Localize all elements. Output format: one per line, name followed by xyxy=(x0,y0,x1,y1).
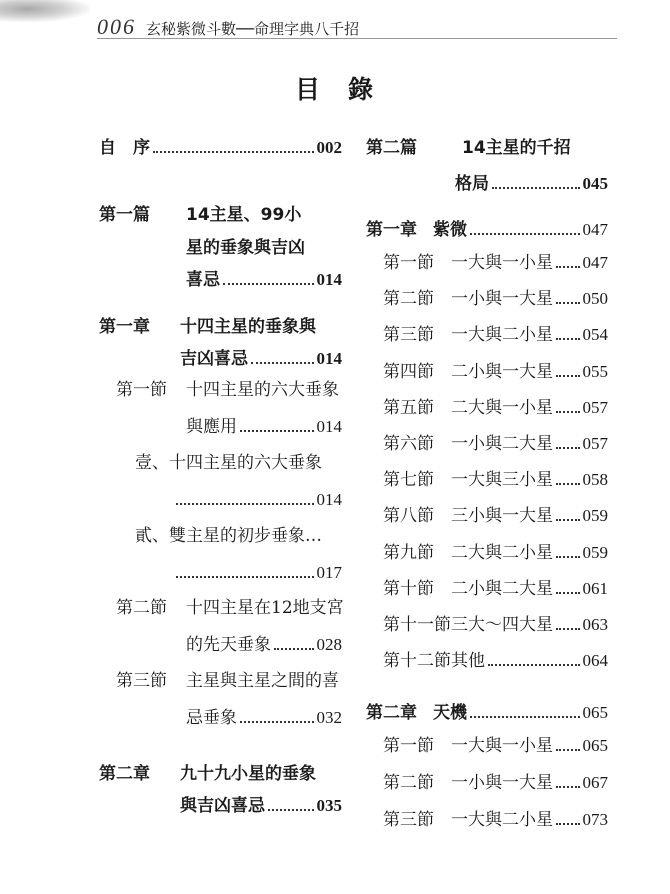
toc-section-label: 第一節 xyxy=(383,736,434,756)
toc-section-label: 第十一節 xyxy=(383,615,451,635)
toc-s1b-title[interactable]: 貳、雙主星的初步垂象… xyxy=(135,526,322,546)
leader-dots xyxy=(470,232,580,235)
toc-page: 047 xyxy=(582,220,608,239)
leader-dots xyxy=(556,785,580,788)
toc-r-ch2-name: 天機 xyxy=(433,703,467,723)
toc-page: 061 xyxy=(582,578,608,598)
toc-section-row[interactable] xyxy=(383,434,608,456)
page-number: 006 xyxy=(97,14,136,39)
leader-dots xyxy=(492,186,580,189)
title-char-2: 錄 xyxy=(348,75,376,104)
toc-page: 067 xyxy=(582,773,608,792)
toc-section-label: 第九節 xyxy=(383,542,434,563)
toc-section-label: 第七節 xyxy=(383,470,434,491)
toc-section-name: 一大與二小星 xyxy=(451,810,553,830)
toc-page: 059 xyxy=(582,506,608,526)
toc-section-label: 第四節 xyxy=(383,361,434,382)
leader-dots xyxy=(176,502,314,505)
toc-section-row[interactable] xyxy=(383,325,608,347)
leader-dots xyxy=(556,591,580,594)
leader-dots xyxy=(556,627,580,630)
toc-r-ch1-name: 紫微 xyxy=(433,220,467,240)
toc-part1-line1[interactable]: 14主星、99小 xyxy=(186,205,302,225)
leader-dots xyxy=(240,720,314,723)
toc-s1-label[interactable]: 第一節 xyxy=(116,380,167,400)
toc-section-name: 二大與二小星 xyxy=(451,542,553,563)
toc-section-name: 一大與一小星 xyxy=(451,736,553,756)
toc-section-label: 第二節 xyxy=(383,289,434,310)
toc-section-label: 第十節 xyxy=(383,578,434,599)
leader-dots xyxy=(176,575,314,578)
toc-r-ch2-label: 第二章 xyxy=(366,703,417,723)
toc-section-label: 第二節 xyxy=(383,773,434,793)
toc-ch2-line1[interactable]: 九十九小星的垂象 xyxy=(180,764,316,784)
toc-section-label: 第一節 xyxy=(383,253,434,273)
toc-page: 059 xyxy=(582,542,608,562)
toc-page: 045 xyxy=(582,174,608,193)
toc-s1a-title[interactable]: 壹、十四主星的六大垂象 xyxy=(135,453,322,473)
toc-page: 047 xyxy=(582,253,608,272)
corner-decoration xyxy=(0,0,90,22)
toc-page: 032 xyxy=(316,708,342,727)
toc-page: 057 xyxy=(582,397,608,417)
toc-s2-line1[interactable]: 十四主星在12地支宮 xyxy=(186,598,344,618)
toc-preface-label: 自 序 xyxy=(99,138,150,158)
leader-dots xyxy=(251,361,314,364)
toc-s3[interactable] xyxy=(186,708,342,730)
toc-section-row[interactable] xyxy=(383,615,608,637)
toc-section-label: 第三節 xyxy=(383,810,434,830)
toc-page: 063 xyxy=(582,615,608,634)
toc-page: 055 xyxy=(582,361,608,381)
leader-dots xyxy=(223,282,314,285)
toc-s1b[interactable] xyxy=(176,563,342,585)
leader-dots xyxy=(274,647,314,650)
toc-page: 065 xyxy=(582,736,608,755)
toc-ch1-line2: 吉凶喜忌 xyxy=(180,349,248,369)
toc-section-label: 第八節 xyxy=(383,506,434,527)
toc-page: 017 xyxy=(316,563,342,582)
toc-s2-label[interactable]: 第二節 xyxy=(116,598,167,618)
toc-page: 014 xyxy=(316,270,342,289)
leader-dots xyxy=(556,265,580,268)
toc-page: 064 xyxy=(582,651,608,671)
leader-dots xyxy=(556,301,580,304)
toc-page: 014 xyxy=(316,349,342,368)
toc-part2-line2: 格局 xyxy=(455,174,489,194)
leader-dots xyxy=(556,822,580,825)
toc-page: 058 xyxy=(582,470,608,490)
toc-part1-label[interactable]: 第一篇 xyxy=(99,205,150,225)
leader-dots xyxy=(556,518,580,521)
toc-part1-line3: 喜忌 xyxy=(186,270,220,290)
toc-r-ch2[interactable] xyxy=(366,703,608,725)
toc-page: 002 xyxy=(316,138,342,157)
toc-preface[interactable] xyxy=(99,138,342,160)
leader-dots xyxy=(556,446,580,449)
toc-s1-line1[interactable]: 十四主星的六大垂象 xyxy=(186,380,339,400)
toc-ch2[interactable] xyxy=(180,796,342,818)
page-title xyxy=(0,70,670,106)
toc-section-row[interactable] xyxy=(383,543,608,565)
toc-section-row[interactable] xyxy=(383,289,608,311)
toc-section-label: 第十二節 xyxy=(383,651,451,672)
leader-dots xyxy=(556,374,580,377)
toc-ch2-line2: 與吉凶喜忌 xyxy=(180,796,265,816)
toc-section-row[interactable] xyxy=(383,470,608,492)
toc-ch2-label[interactable]: 第二章 xyxy=(99,764,150,784)
running-header xyxy=(97,14,359,40)
leader-dots xyxy=(240,429,314,432)
toc-part2-label[interactable]: 第二篇 xyxy=(366,138,417,158)
toc-page: 057 xyxy=(582,434,608,453)
toc-s3-label[interactable]: 第三節 xyxy=(116,671,167,691)
toc-page: 073 xyxy=(582,810,608,829)
toc-page: 028 xyxy=(316,635,342,654)
toc-s2-line2: 的先天垂象 xyxy=(186,635,271,655)
toc-s1-line2: 與應用 xyxy=(186,417,237,437)
toc-section-row[interactable] xyxy=(383,773,608,795)
toc-part1[interactable] xyxy=(186,270,342,292)
toc-section-row[interactable] xyxy=(383,736,608,758)
book-title: 玄秘紫微斗數──命理字典八千招 xyxy=(146,20,360,38)
toc-page: 054 xyxy=(582,325,608,345)
toc-s1[interactable] xyxy=(186,417,342,439)
toc-s2[interactable] xyxy=(186,635,342,657)
toc-section-name: 一大與二小星 xyxy=(451,325,553,346)
leader-dots xyxy=(556,555,580,558)
toc-part1-line2[interactable]: 星的垂象與吉凶 xyxy=(186,238,305,258)
toc-ch1-line1[interactable]: 十四主星的垂象與 xyxy=(180,317,316,337)
title-char-1: 目 xyxy=(294,75,322,104)
toc-part2[interactable] xyxy=(455,174,608,196)
toc-section-row[interactable] xyxy=(383,362,608,384)
toc-section-row[interactable] xyxy=(383,398,608,420)
toc-section-name: 一大與一小星 xyxy=(451,253,553,273)
toc-section-row[interactable] xyxy=(383,253,608,275)
toc-part2-line1[interactable]: 14主星的千招 xyxy=(462,138,571,158)
toc-page: 050 xyxy=(582,289,608,309)
toc-r-ch1-label: 第一章 xyxy=(366,220,417,240)
leader-dots xyxy=(556,337,580,340)
toc-section-label: 第六節 xyxy=(383,434,434,454)
toc-ch1-label[interactable]: 第一章 xyxy=(99,317,150,337)
toc-s3-line1[interactable]: 主星與主星之間的喜 xyxy=(186,671,339,691)
toc-section-name: 一小與一大星 xyxy=(451,773,553,793)
toc-section-name: 二小與一大星 xyxy=(451,361,553,382)
toc-page: 014 xyxy=(316,490,342,509)
leader-dots xyxy=(470,715,580,718)
toc-section-row[interactable] xyxy=(383,579,608,601)
toc-page: 065 xyxy=(582,703,608,722)
toc-section-name: 二大與一小星 xyxy=(451,397,553,418)
toc-section-row[interactable] xyxy=(383,810,608,832)
toc-section-name: 三大～四大星 xyxy=(451,615,553,635)
toc-section-name: 一小與二大星 xyxy=(451,434,553,454)
toc-section-label: 第三節 xyxy=(383,325,434,346)
toc-section-name: 一小與一大星 xyxy=(451,289,553,310)
leader-dots xyxy=(268,808,314,811)
leader-dots xyxy=(556,482,580,485)
toc-page: 035 xyxy=(316,796,342,815)
toc-section-row[interactable] xyxy=(383,651,608,673)
toc-r-ch1[interactable] xyxy=(366,220,608,242)
header-rule xyxy=(97,38,617,39)
toc-s3-line2: 忌垂象 xyxy=(186,708,237,728)
toc-section-name: 三小與一大星 xyxy=(451,506,553,527)
toc-section-name: 一大與三小星 xyxy=(451,470,553,491)
toc-section-name: 其他 xyxy=(451,651,485,672)
toc-page: 014 xyxy=(316,417,342,436)
toc-section-label: 第五節 xyxy=(383,397,434,418)
toc-section-name: 二小與二大星 xyxy=(451,578,553,599)
leader-dots xyxy=(488,663,580,666)
toc-s1a[interactable] xyxy=(176,490,342,512)
leader-dots xyxy=(556,410,580,413)
leader-dots xyxy=(556,748,580,751)
toc-ch1[interactable] xyxy=(180,349,342,371)
leader-dots xyxy=(153,150,314,153)
toc-section-row[interactable] xyxy=(383,506,608,528)
